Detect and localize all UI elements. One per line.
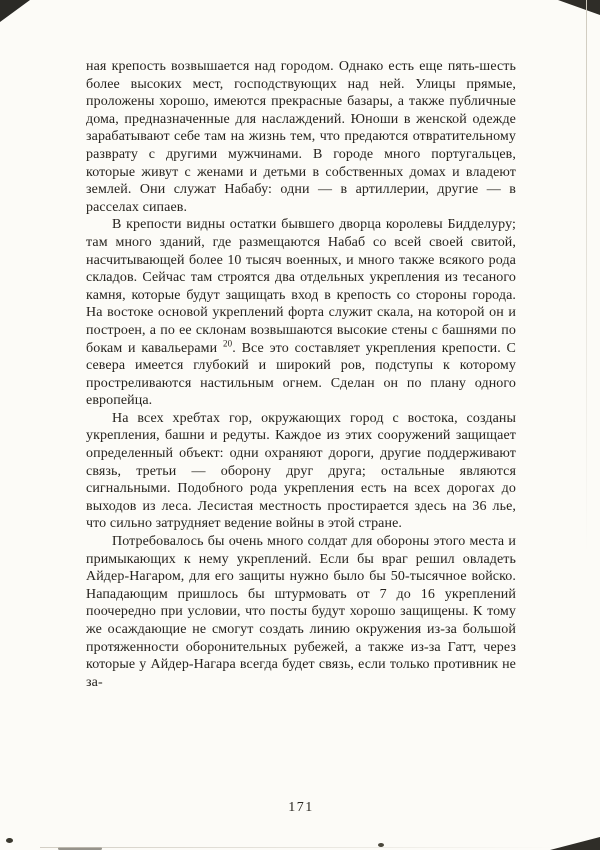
scan-artifact [550, 837, 600, 850]
page-edge-shadow [40, 847, 560, 848]
paragraph: ная крепость возвышается над городом. Однако есть еще пять-шесть более высоких мест, господствующих над ней. Улицы прямые, проложены хорошо, имеются прекрасные базары, а также публичные дома, предназначенные для наслаждений. Юноши в женской одежде зарабатывают себе там на жизнь тем, что предаются отвратительному разврату с другими мужчинами. В городе много португальцев, которые живут с женами и детьми в собственных домах и владеют землей. Они служат Набабу: одни — в артиллерии, другие — в расселах сипаев. [86, 59, 516, 215]
paragraph-text: В крепости видны остатки бывшего дворца королевы Бидделуру; там много зданий, где размещаются Набаб со всей своей свитой, насчитывающей более 10 тысяч военных, и много также всякого рода складов. Сейчас там строятся два отдельных укрепления из тесаного камня, которые будут защищать вход в крепость со стороны города. На востоке основой укреплений форта служит скала, на которой он и построен, а по ее склонам возвышаются высокие стены с башнями по бокам и кавальерами [86, 217, 516, 356]
page-number: 171 [288, 800, 314, 815]
scan-artifact [558, 0, 600, 15]
scan-artifact [6, 838, 13, 843]
paragraph-text: . Все это составляет укрепления крепости. С севера имеется глубокий и широкий ров, подступы к которому простреливаются настильным огнем. Сделан он по плану одного европейца. [86, 340, 516, 409]
scan-artifact [0, 0, 30, 22]
text-block [86, 58, 516, 691]
footnote-ref: 20 [223, 337, 233, 348]
paragraph: Потребовалось бы очень много солдат для обороны этого места и примыкающих к нему укреплений. Если бы враг решил овладеть Айдер-Нагаром, для его защиты нужно было бы 50-тысячное войско. Нападающим пришлось бы штурмовать от 7 до 16 укреплений поочередно при условии, что посты будут хорошо защищены. К тому же осаждающие не смогут создать линию окружения из-за большой протяженности оборонительных рубежей, а также из-за Гатт, через которые у Айдер-Нагара всегда будет связь, если только противник не за- [86, 534, 516, 690]
paragraph [86, 216, 516, 410]
page-edge-shadow [586, 0, 587, 553]
paragraph: На всех хребтах гор, окружающих город с востока, созданы укрепления, башни и редуты. Каждое из этих сооружений защищает определенный объект: одни охраняют дороги, другие поддерживают связь, третьи — оборону друг друга; остальные являются сигнальными. Подобного рода укрепления есть на всех дорогах до выходов из леса. Лесистая местность простирается здесь на 36 лье, что сильно затрудняет ведение войны в этой стране. [86, 410, 516, 532]
